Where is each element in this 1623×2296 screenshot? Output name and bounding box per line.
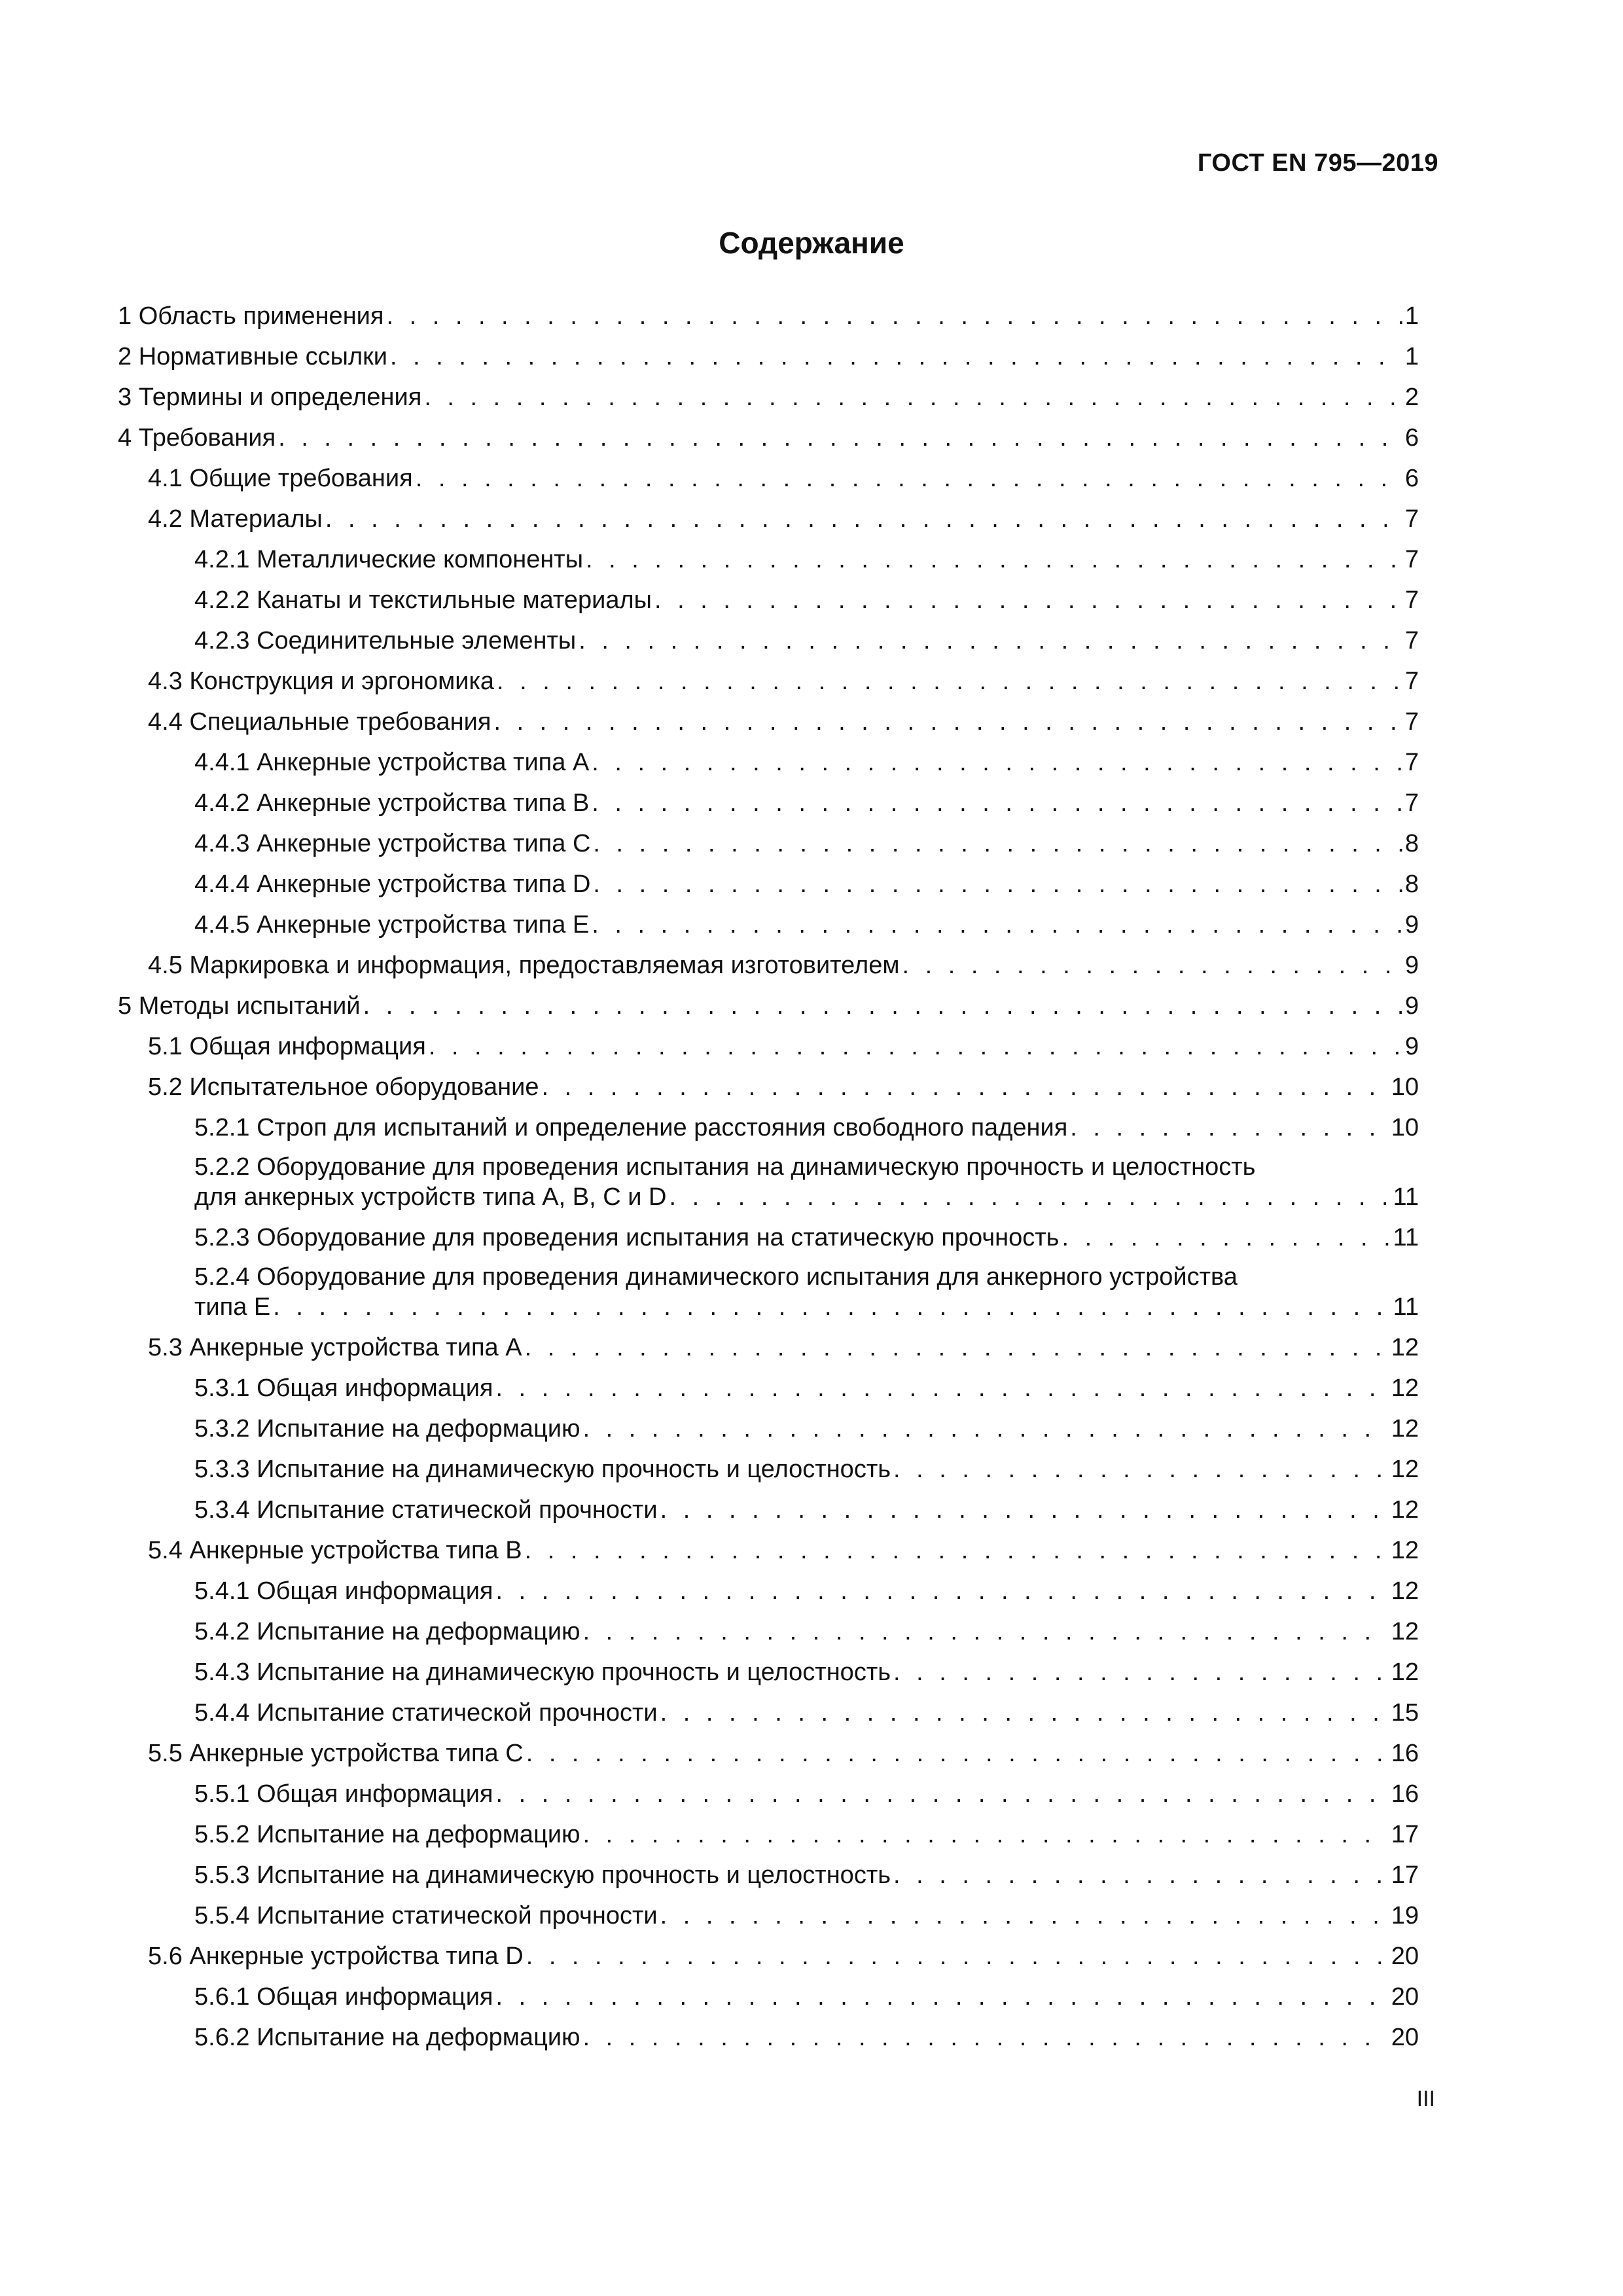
- toc-entry-page: 7: [1404, 546, 1419, 573]
- toc-dot-leader: [325, 504, 1402, 534]
- toc-entry-label: 5.3.2 Испытание на деформацию: [194, 1415, 580, 1443]
- toc-entry-page: 8: [1404, 870, 1419, 898]
- toc-entry-label: 5.2.4 Оборудование для проведения динамического испытания для анкерного устройства: [194, 1263, 1238, 1291]
- toc-dot-leader: [363, 991, 1402, 1021]
- toc-entry-label: 5 Методы испытаний: [118, 992, 361, 1020]
- toc-dot-leader: [893, 1657, 1389, 1687]
- toc-entry-page: 6: [1404, 424, 1419, 452]
- toc-dot-leader: [1070, 1113, 1388, 1143]
- toc-dot-leader: [429, 1031, 1402, 1062]
- toc-entry-label: 5.4.2 Испытание на деформацию: [194, 1618, 580, 1645]
- toc-entry-label: 5.2.2 Оборудование для проведения испытания на динамическую прочность и целостность: [194, 1153, 1256, 1181]
- toc-entry-label: 5.3.1 Общая информация: [194, 1374, 493, 1402]
- toc-dot-leader: [526, 1738, 1389, 1768]
- toc-entry[interactable]: [118, 1105, 1419, 1145]
- toc-entry-label: 5.3.3 Испытание на динамическую прочность и целостность: [194, 1456, 891, 1483]
- toc-entry-page: 8: [1404, 830, 1419, 857]
- toc-entry-page: 7: [1404, 708, 1419, 736]
- toc-entry-page: 7: [1404, 586, 1419, 614]
- toc-entry[interactable]: [118, 902, 1419, 942]
- toc-entry[interactable]: [118, 374, 1419, 415]
- toc-dot-leader: [525, 1333, 1389, 1363]
- toc-entry[interactable]: [118, 983, 1419, 1024]
- toc-entry[interactable]: [118, 1487, 1419, 1528]
- toc-entry-page: 11: [1393, 1293, 1419, 1321]
- toc-entry[interactable]: [118, 740, 1419, 780]
- toc-dot-leader: [592, 910, 1402, 940]
- toc-entry[interactable]: [118, 1852, 1419, 1893]
- toc-entry-page: 11: [1393, 1183, 1419, 1211]
- toc-entry[interactable]: [118, 1609, 1419, 1649]
- toc-entry-label: 5.4.1 Общая информация: [194, 1577, 493, 1605]
- toc-entry[interactable]: [118, 1255, 1419, 1325]
- toc-entry-label: 5.5.3 Испытание на динамическую прочность и целостность: [194, 1861, 891, 1889]
- toc-entry-page: 20: [1391, 2024, 1419, 2051]
- toc-entry-label: 4.4.4 Анкерные устройства типа D: [194, 870, 591, 898]
- toc-entry[interactable]: [118, 1812, 1419, 1852]
- toc-entry-page: 9: [1404, 952, 1419, 979]
- toc-entry-page: 20: [1391, 1943, 1419, 1970]
- toc-entry[interactable]: [118, 1933, 1419, 1974]
- toc-entry[interactable]: [118, 334, 1419, 374]
- toc-entry-page: 1: [1404, 343, 1419, 370]
- toc-entry[interactable]: [118, 780, 1419, 821]
- toc-entry-label: 3 Термины и определения: [118, 384, 422, 411]
- toc-dot-leader: [669, 1182, 1390, 1212]
- toc-entry[interactable]: [118, 861, 1419, 902]
- toc-entry-label-continued: для анкерных устройств типа А, В, С и D: [194, 1183, 667, 1211]
- toc-entry-page: 15: [1391, 1699, 1419, 1727]
- toc-entry-page: 9: [1404, 992, 1419, 1020]
- toc-entry-label: 5.5.1 Общая информация: [194, 1780, 493, 1808]
- toc-entry[interactable]: [118, 1893, 1419, 1933]
- page-number: III: [1416, 2087, 1435, 2111]
- toc-entry[interactable]: [118, 1974, 1419, 2015]
- toc-entry-label: 5.4.3 Испытание на динамическую прочность и целостность: [194, 1659, 891, 1686]
- toc-entry[interactable]: [118, 942, 1419, 983]
- toc-dot-leader: [654, 585, 1402, 615]
- toc-entry[interactable]: [118, 1528, 1419, 1568]
- toc-entry-page: 16: [1391, 1740, 1419, 1767]
- toc-dot-leader: [273, 1292, 1390, 1322]
- toc-dot-leader: [496, 1982, 1389, 2012]
- toc-entry-page: 6: [1404, 465, 1419, 492]
- toc-dot-leader: [386, 301, 1402, 331]
- toc-entry-label: 4.4.3 Анкерные устройства типа С: [194, 830, 591, 857]
- toc-entry-label: 4.3 Конструкция и эргономика: [148, 668, 495, 695]
- toc-entry[interactable]: [118, 2015, 1419, 2055]
- toc-entry-page: 10: [1391, 1114, 1419, 1141]
- toc-entry[interactable]: [118, 1731, 1419, 1771]
- toc-entry-page: 12: [1391, 1577, 1419, 1605]
- toc-entry-label: 5.6.1 Общая информация: [194, 1983, 493, 2011]
- toc-dot-leader: [592, 747, 1402, 778]
- toc-entry-page: 12: [1391, 1374, 1419, 1402]
- toc-dot-leader: [497, 666, 1402, 696]
- toc-entry[interactable]: [118, 577, 1419, 618]
- toc-dot-leader: [278, 423, 1402, 453]
- toc-dot-leader: [902, 950, 1402, 980]
- toc-dot-leader: [424, 382, 1402, 412]
- toc-entry-label: 4.2.2 Канаты и текстильные материалы: [194, 586, 652, 614]
- toc-entry-label: 4.2 Материалы: [148, 505, 323, 533]
- toc-entry-page: 12: [1391, 1334, 1419, 1361]
- toc-entry-label: 1 Область применения: [118, 302, 384, 330]
- toc-entry-page: 2: [1404, 384, 1419, 411]
- toc-entry[interactable]: [118, 537, 1419, 577]
- toc-dot-leader: [496, 1779, 1389, 1809]
- toc-entry[interactable]: [118, 1568, 1419, 1609]
- toc-entry[interactable]: [118, 699, 1419, 740]
- toc-entry[interactable]: [118, 618, 1419, 658]
- toc-dot-leader: [496, 1576, 1389, 1606]
- toc-entry-page: 7: [1404, 668, 1419, 695]
- toc-entry-page: 10: [1391, 1073, 1419, 1101]
- toc-entry[interactable]: [118, 1024, 1419, 1064]
- toc-entry[interactable]: [118, 293, 1419, 334]
- toc-entry[interactable]: [118, 1771, 1419, 1812]
- toc-dot-leader: [1061, 1223, 1390, 1253]
- toc-dot-leader: [660, 1495, 1389, 1525]
- toc-entry-label: 5.4 Анкерные устройства типа В: [148, 1537, 522, 1564]
- toc-entry[interactable]: [118, 1446, 1419, 1487]
- toc-entry-label: 5.6 Анкерные устройства типа D: [148, 1943, 524, 1970]
- toc-dot-leader: [583, 1617, 1389, 1647]
- toc-entry-label: 4.2.1 Металлические компоненты: [194, 546, 584, 573]
- toc-entry-label-continued: типа Е: [194, 1293, 271, 1321]
- toc-entry[interactable]: [118, 496, 1419, 537]
- toc-entry-page: 11: [1393, 1224, 1419, 1251]
- toc-dot-leader: [593, 869, 1402, 899]
- toc-entry-page: 7: [1404, 627, 1419, 655]
- toc-entry-label: 5.4.4 Испытание статической прочности: [194, 1699, 658, 1727]
- toc-entry[interactable]: [118, 1649, 1419, 1690]
- toc-entry-label: 2 Нормативные ссылки: [118, 343, 387, 370]
- toc-entry-label: 5.1 Общая информация: [148, 1033, 426, 1060]
- toc-dot-leader: [586, 545, 1402, 575]
- toc-entry[interactable]: [118, 821, 1419, 861]
- toc-entry-label: 4 Требования: [118, 424, 276, 452]
- toc-entry[interactable]: [118, 1325, 1419, 1365]
- toc-dot-leader: [660, 1698, 1389, 1728]
- toc-dot-leader: [526, 1941, 1389, 1971]
- toc-dot-leader: [583, 1820, 1389, 1850]
- toc-entry[interactable]: [118, 658, 1419, 699]
- toc-dot-leader: [416, 463, 1402, 493]
- toc-dot-leader: [579, 626, 1402, 656]
- toc-entry-label: 5.5.4 Испытание статической прочности: [194, 1902, 658, 1929]
- toc-entry[interactable]: [118, 1145, 1419, 1215]
- toc-entry-page: 12: [1391, 1537, 1419, 1564]
- toc-dot-leader: [592, 788, 1402, 818]
- toc-entry-page: 9: [1404, 1033, 1419, 1060]
- toc-entry-page: 20: [1391, 1983, 1419, 2011]
- toc-entry-page: 19: [1391, 1902, 1419, 1929]
- toc-entry-page: 1: [1404, 302, 1419, 330]
- toc-entry[interactable]: [118, 1406, 1419, 1446]
- toc-entry-label: 5.2 Испытательное оборудование: [148, 1073, 539, 1101]
- toc-entry-page: 17: [1391, 1821, 1419, 1848]
- document-code: ГОСТ EN 795—2019: [1197, 149, 1438, 177]
- toc-entry-label: 5.5.2 Испытание на деформацию: [194, 1821, 580, 1848]
- toc-entry-label: 4.5 Маркировка и информация, предоставляемая изготовителем: [148, 952, 900, 979]
- toc-entry-label: 4.4.1 Анкерные устройства типа А: [194, 749, 590, 776]
- toc-entry[interactable]: [118, 1690, 1419, 1731]
- toc-entry-label: 4.4 Специальные требования: [148, 708, 491, 736]
- toc-entry-label: 4.1 Общие требования: [148, 465, 413, 492]
- toc-entry-label: 5.5 Анкерные устройства типа С: [148, 1740, 524, 1767]
- toc-entry-label: 5.3 Анкерные устройства типа А: [148, 1334, 522, 1361]
- toc-entry[interactable]: [118, 456, 1419, 496]
- toc-entry-page: 7: [1404, 789, 1419, 817]
- toc-entry-label: 5.2.1 Строп для испытаний и определение расстояния свободного падения: [194, 1114, 1068, 1141]
- toc-dot-leader: [893, 1860, 1389, 1890]
- toc-dot-leader: [542, 1072, 1389, 1102]
- toc-entry[interactable]: [118, 1215, 1419, 1255]
- toc-entry[interactable]: [118, 415, 1419, 456]
- toc-dot-leader: [390, 342, 1402, 372]
- toc-entry-page: 7: [1404, 749, 1419, 776]
- toc-dot-leader: [493, 707, 1402, 737]
- toc-entry-label: 5.2.3 Оборудование для проведения испытания на статическую прочность: [194, 1224, 1060, 1251]
- page-title: Содержание: [719, 226, 904, 260]
- toc-entry-page: 12: [1391, 1618, 1419, 1645]
- toc-entry-page: 12: [1391, 1456, 1419, 1483]
- table-of-contents: [118, 293, 1419, 2055]
- toc-dot-leader: [496, 1373, 1389, 1403]
- toc-entry-label: 4.4.2 Анкерные устройства типа В: [194, 789, 590, 817]
- toc-entry[interactable]: [118, 1365, 1419, 1406]
- toc-dot-leader: [583, 2022, 1389, 2053]
- toc-dot-leader: [893, 1454, 1389, 1484]
- toc-dot-leader: [593, 829, 1402, 859]
- toc-entry-page: 17: [1391, 1861, 1419, 1889]
- toc-entry-label: 5.6.2 Испытание на деформацию: [194, 2024, 580, 2051]
- toc-entry-page: 9: [1404, 911, 1419, 939]
- toc-entry-page: 7: [1404, 505, 1419, 533]
- toc-dot-leader: [525, 1535, 1389, 1566]
- toc-entry-page: 12: [1391, 1496, 1419, 1524]
- toc-entry-label: 5.3.4 Испытание статической прочности: [194, 1496, 658, 1524]
- toc-entry-page: 12: [1391, 1659, 1419, 1686]
- toc-entry-page: 12: [1391, 1415, 1419, 1443]
- toc-entry-label: 4.4.5 Анкерные устройства типа Е: [194, 911, 590, 939]
- toc-entry-label: 4.2.3 Соединительные элементы: [194, 627, 577, 655]
- toc-dot-leader: [583, 1414, 1389, 1444]
- toc-dot-leader: [660, 1901, 1389, 1931]
- toc-entry-page: 16: [1391, 1780, 1419, 1808]
- toc-entry[interactable]: [118, 1064, 1419, 1105]
